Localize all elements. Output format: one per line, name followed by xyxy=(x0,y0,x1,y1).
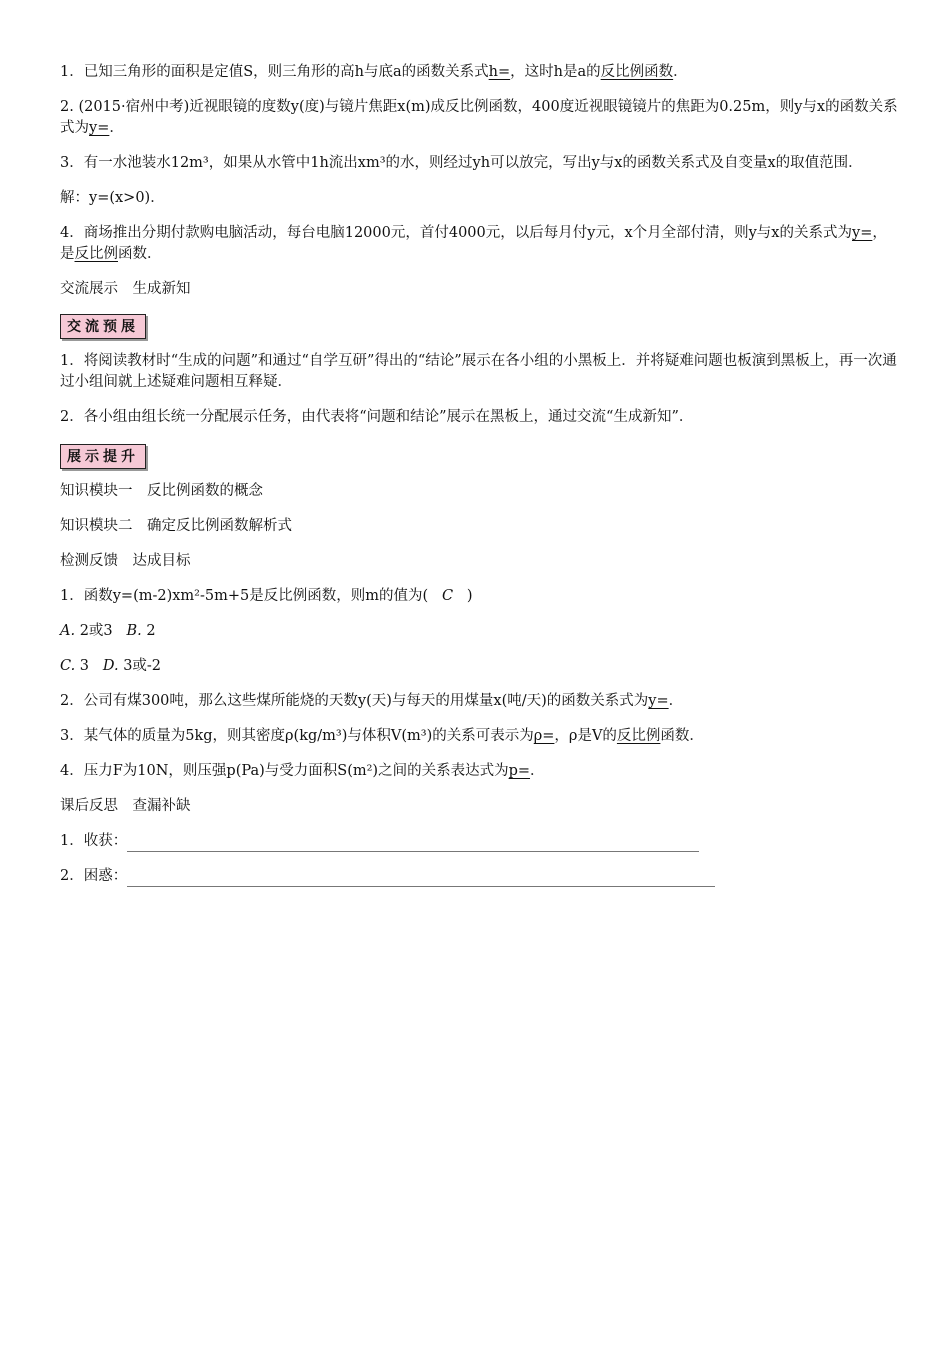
reflection-gain: 1．收获： xyxy=(60,831,900,852)
question-4: 4．商场推出分期付款购电脑活动，每台电脑12000元，首付4000元，以后每月付y元，x个月全部付清，则y与x的关系式为y=，是反比例函数． xyxy=(60,225,887,262)
knowledge-module-2: 知识模块二 确定反比例函数解析式 xyxy=(60,518,292,534)
test-question-1-options-ab: A. 2或3 B. 2 xyxy=(60,623,156,639)
answer-blank: y= xyxy=(648,693,669,709)
fill-line[interactable] xyxy=(127,837,699,852)
answer-blank: ρ= xyxy=(533,728,555,744)
test-question-2: 2．公司有煤300吨，那么这些煤所能烧的天数y(天)与每天的用煤量x(吨/天)的函数关系式为y=． xyxy=(60,693,684,709)
answer-blank: h= xyxy=(488,64,511,80)
test-question-1: 1．函数y=(m-2)xm²-5m+5是反比例函数，则m的值为( C ) xyxy=(60,588,473,604)
question-3-solution: 解：y=(x>0)． xyxy=(60,190,165,206)
section-heading: 课后反思 查漏补缺 xyxy=(60,798,191,814)
reflection-confusion: 2．困惑： xyxy=(60,866,900,887)
section-heading: 交流展示 生成新知 xyxy=(60,281,191,297)
answer-blank: 反比例 xyxy=(616,728,661,744)
section-badge: 交流预展 xyxy=(60,314,146,339)
exchange-item-2: 2．各小组由组长统一分配展示任务，由代表将“问题和结论”展示在黑板上，通过交流“生成新知”． xyxy=(60,409,694,425)
section-heading: 检测反馈 达成目标 xyxy=(60,553,191,569)
question-2: 2. (2015·宿州中考)近视眼镜的度数y(度)与镜片焦距x(m)成反比例函数，400度近视眼镜镜片的焦距为0.25m，则y与x的函数关系式为y=． xyxy=(60,99,898,136)
test-question-3: 3．某气体的质量为5kg，则其密度ρ(kg/m³)与体积V(m³)的关系可表示为ρ=，ρ是V的反比例函数． xyxy=(60,728,704,744)
exchange-item-1: 1．将阅读教材时“生成的问题”和通过“自学互研”得出的“结论”展示在各小组的小黑板上．并将疑难问题也板演到黑板上，再一次通过小组间就上述疑难问题相互释疑． xyxy=(60,353,897,390)
knowledge-module-1: 知识模块一 反比例函数的概念 xyxy=(60,483,263,499)
answer-choice: C xyxy=(441,588,454,604)
answer-blank: 反比例 xyxy=(74,246,118,262)
answer-blank: y= xyxy=(852,225,873,241)
fill-line[interactable] xyxy=(127,872,715,887)
question-1: 1．已知三角形的面积是定值S，则三角形的高h与底a的函数关系式h=，这时h是a的反比例函数． xyxy=(60,64,688,80)
worksheet-page xyxy=(60,62,900,887)
test-question-1-options-cd: C. 3 D. 3或-2 xyxy=(60,658,162,674)
question-3: 3．有一水池装水12m³，如果从水管中1h流出xm³的水，则经过yh可以放完，写出y与x的函数关系式及自变量x的取值范围． xyxy=(60,155,863,171)
section-badge: 展示提升 xyxy=(60,444,146,469)
answer-blank: p= xyxy=(508,763,531,779)
test-question-4: 4．压力F为10N，则压强p(Pa)与受力面积S(m²)之间的关系表达式为p=． xyxy=(60,763,545,779)
answer-blank: 反比例函数 xyxy=(600,64,674,80)
answer-blank: y= xyxy=(89,120,110,136)
